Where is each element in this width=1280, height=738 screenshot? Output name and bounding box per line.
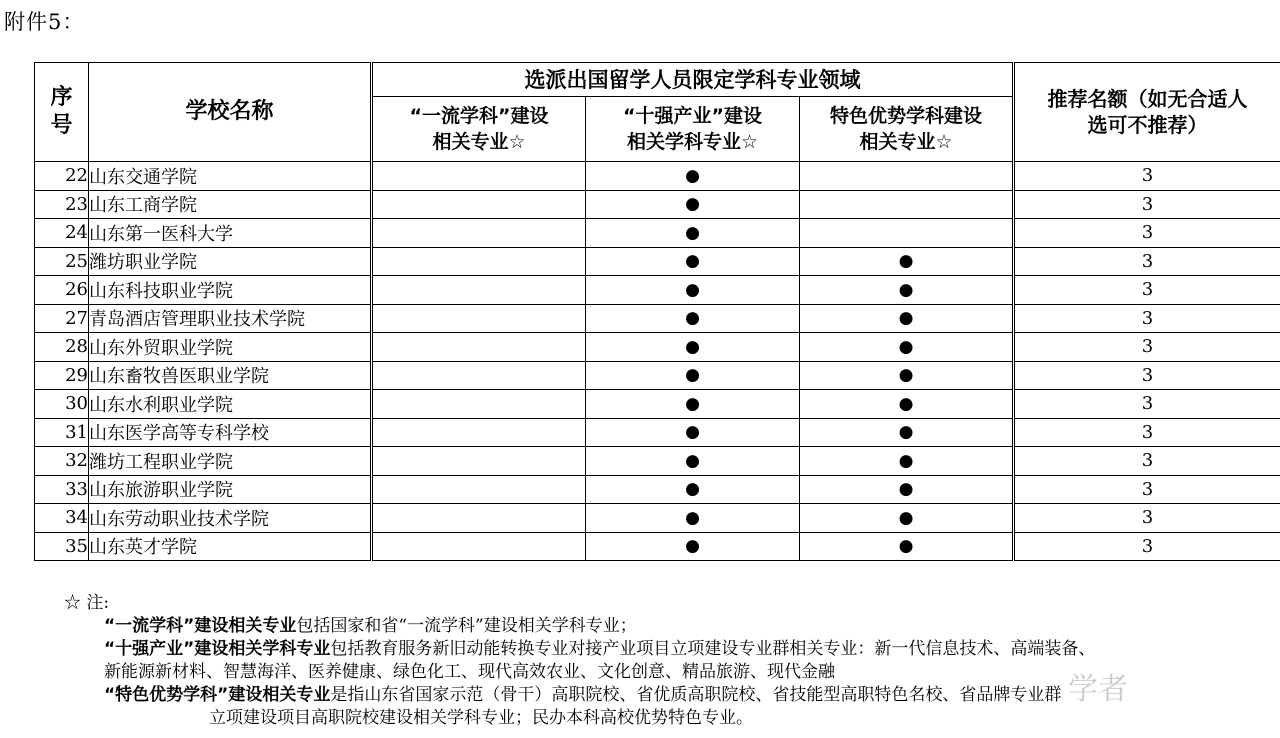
featured-mark (800, 190, 1014, 219)
top-ten-industry-mark: ● (586, 447, 800, 476)
featured-mark (800, 162, 1014, 191)
watermark: 学者 (1068, 672, 1128, 707)
first-class-mark (372, 361, 586, 390)
table-row (35, 475, 1280, 504)
first-class-mark (372, 418, 586, 447)
top-ten-industry-mark: ● (586, 390, 800, 419)
school-name: 山东交通学院 (89, 162, 372, 191)
row-number: 29 (35, 361, 89, 390)
table-row (35, 361, 1280, 390)
quota-value: 3 (1014, 532, 1280, 561)
featured-mark (800, 219, 1014, 248)
notes-heading: ☆ 注: (64, 593, 110, 613)
header-col-first-class: “一流学科”建设 相关专业☆ (372, 97, 586, 162)
row-number: 30 (35, 390, 89, 419)
row-number: 26 (35, 276, 89, 305)
top-ten-industry-mark: ● (586, 162, 800, 191)
row-number: 28 (35, 333, 89, 362)
note-top-ten-industry-cont: 新能源新材料、智慧海洋、医养健康、绿色化工、现代高效农业、文化创意、精品旅游、现代金融 (104, 662, 835, 682)
top-ten-industry-mark: ● (586, 475, 800, 504)
row-number: 25 (35, 247, 89, 276)
row-number: 31 (35, 418, 89, 447)
header-seq: 序 号 (35, 63, 89, 162)
featured-mark: ● (800, 418, 1014, 447)
school-name: 山东第一医科大学 (89, 219, 372, 248)
first-class-mark (372, 475, 586, 504)
note-featured: “特色优势学科”建设相关专业是指山东省国家示范（骨干）高职院校、省优质高职院校、省技能型高职特色名校、省品牌专业群 (104, 685, 1062, 705)
top-ten-industry-mark: ● (586, 418, 800, 447)
school-name: 山东科技职业学院 (89, 276, 372, 305)
note-top-ten-industry: “十强产业”建设相关学科专业包括教育服务新旧动能转换专业对接产业项目立项建设专业群相关专业：新一代信息技术、高端装备、 (104, 639, 1096, 659)
header-quota: 推荐名额（如无合适人 选可不推荐） (1014, 63, 1280, 162)
quota-value: 3 (1014, 504, 1280, 533)
top-ten-industry-mark: ● (586, 504, 800, 533)
school-name: 山东畜牧兽医职业学院 (89, 361, 372, 390)
quota-value: 3 (1014, 247, 1280, 276)
school-name: 潍坊工程职业学院 (89, 447, 372, 476)
first-class-mark (372, 190, 586, 219)
school-name: 青岛酒店管理职业技术学院 (89, 304, 372, 333)
row-number: 35 (35, 532, 89, 561)
featured-mark: ● (800, 390, 1014, 419)
first-class-mark (372, 333, 586, 362)
table-row (35, 333, 1280, 362)
note-first-class: “一流学科”建设相关专业包括国家和省“一流学科”建设相关学科专业； (104, 616, 637, 636)
table-row (35, 219, 1280, 248)
row-number: 24 (35, 219, 89, 248)
table-row (35, 447, 1280, 476)
featured-mark: ● (800, 447, 1014, 476)
school-name: 山东水利职业学院 (89, 390, 372, 419)
first-class-mark (372, 162, 586, 191)
quota-value: 3 (1014, 190, 1280, 219)
top-ten-industry-mark: ● (586, 304, 800, 333)
top-ten-industry-mark: ● (586, 333, 800, 362)
first-class-mark (372, 276, 586, 305)
row-number: 34 (35, 504, 89, 533)
school-quota-table (34, 62, 1280, 561)
school-name: 山东医学高等专科学校 (89, 418, 372, 447)
first-class-mark (372, 504, 586, 533)
quota-value: 3 (1014, 447, 1280, 476)
featured-mark: ● (800, 276, 1014, 305)
featured-mark: ● (800, 504, 1014, 533)
featured-mark: ● (800, 304, 1014, 333)
quota-value: 3 (1014, 219, 1280, 248)
quota-value: 3 (1014, 276, 1280, 305)
first-class-mark (372, 247, 586, 276)
table-row (35, 418, 1280, 447)
row-number: 22 (35, 162, 89, 191)
row-number: 23 (35, 190, 89, 219)
table-row (35, 162, 1280, 191)
header-col-featured: 特色优势学科建设 相关专业☆ (800, 97, 1014, 162)
table-row (35, 190, 1280, 219)
first-class-mark (372, 532, 586, 561)
quota-value: 3 (1014, 418, 1280, 447)
first-class-mark (372, 304, 586, 333)
school-name: 山东旅游职业学院 (89, 475, 372, 504)
table-row (35, 247, 1280, 276)
school-name: 山东工商学院 (89, 190, 372, 219)
row-number: 32 (35, 447, 89, 476)
attachment-label: 附件5： (4, 10, 85, 34)
school-name: 山东英才学院 (89, 532, 372, 561)
top-ten-industry-mark: ● (586, 532, 800, 561)
school-name: 山东外贸职业学院 (89, 333, 372, 362)
featured-mark: ● (800, 475, 1014, 504)
quota-value: 3 (1014, 333, 1280, 362)
first-class-mark (372, 447, 586, 476)
quota-value: 3 (1014, 390, 1280, 419)
featured-mark: ● (800, 247, 1014, 276)
header-school-name: 学校名称 (89, 63, 372, 162)
school-name: 山东劳动职业技术学院 (89, 504, 372, 533)
header-field-group: 选派出国留学人员限定学科专业领域 (372, 63, 1014, 97)
table-row (35, 304, 1280, 333)
quota-value: 3 (1014, 475, 1280, 504)
table-row (35, 504, 1280, 533)
quota-value: 3 (1014, 304, 1280, 333)
featured-mark: ● (800, 361, 1014, 390)
top-ten-industry-mark: ● (586, 361, 800, 390)
quota-value: 3 (1014, 361, 1280, 390)
notes-section (64, 592, 1274, 730)
table-row (35, 276, 1280, 305)
top-ten-industry-mark: ● (586, 276, 800, 305)
featured-mark: ● (800, 333, 1014, 362)
top-ten-industry-mark: ● (586, 190, 800, 219)
featured-mark: ● (800, 532, 1014, 561)
quota-value: 3 (1014, 162, 1280, 191)
first-class-mark (372, 219, 586, 248)
table-row (35, 390, 1280, 419)
header-col-top-ten-industry: “十强产业”建设 相关学科专业☆ (586, 97, 800, 162)
note-featured-cont: 立项建设项目高职院校建设相关学科专业；民办本科高校优势特色专业。 (209, 708, 753, 728)
row-number: 33 (35, 475, 89, 504)
row-number: 27 (35, 304, 89, 333)
top-ten-industry-mark: ● (586, 247, 800, 276)
top-ten-industry-mark: ● (586, 219, 800, 248)
first-class-mark (372, 390, 586, 419)
table-row (35, 532, 1280, 561)
school-name: 潍坊职业学院 (89, 247, 372, 276)
